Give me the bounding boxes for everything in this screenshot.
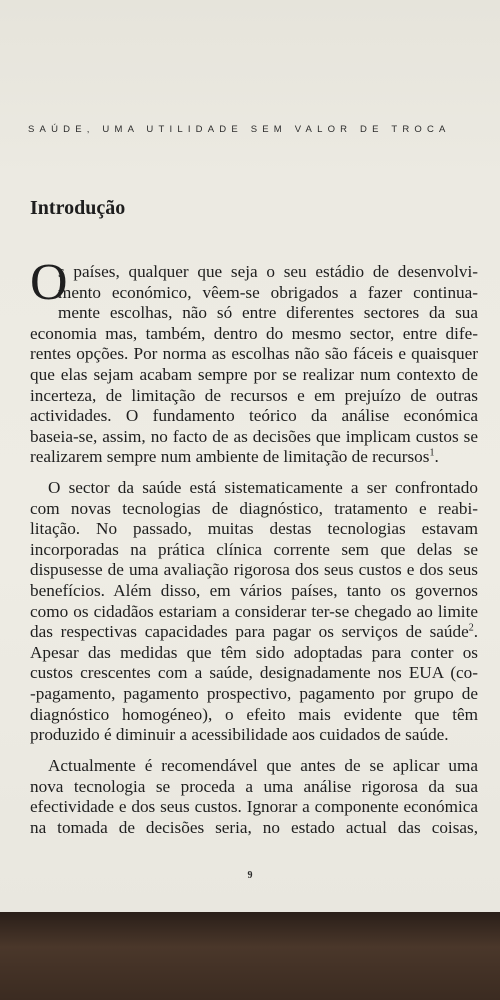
text-line: como os cidadãos estariam a considerar ter-se chegado ao limite (30, 601, 478, 621)
text-line: benefícios. Além disso, em vários países, tanto os governos (30, 580, 478, 600)
drop-cap: O (30, 254, 68, 311)
table-background (0, 912, 500, 1000)
text-line: que elas sejam acabam sempre por se realizar num contexto de (30, 364, 478, 384)
text-line: produzido é diminuir a acessibilidade aos cuidados de saúde. (30, 725, 449, 745)
text-line: rentes opções. Por norma as escolhas não são fáceis e quaisquer (30, 344, 478, 364)
text-line: das respectivas capacidades para pagar os serviços de saúde$^2$. (30, 622, 478, 642)
text-line: economia mas, também, dentro do mesmo sector, entre dife- (30, 323, 478, 343)
running-head: SAÚDE, UMA UTILIDADE SEM VALOR DE TROCA (28, 124, 451, 135)
text-line: O sector da saúde está sistematicamente a ser confrontado (48, 478, 478, 497)
text-line: s países, qualquer que seja o seu estádio de desenvolvi- (58, 262, 478, 281)
text-line: Apesar das medidas que têm sido adoptadas para conter os (30, 642, 478, 662)
paragraph-3 (30, 756, 478, 838)
text-line: incerteza, de limitação de recursos e em prejuízo de outras (30, 385, 478, 405)
text-line: realizarem sempre num ambiente de limitação de recursos$^1$. (30, 447, 439, 467)
text-line: dispusesse de uma avaliação rigorosa dos seus custos e dos seus (30, 560, 478, 580)
paragraph-1 (30, 254, 478, 468)
text-line: com novas tecnologias de diagnóstico, tratamento e reabi- (30, 498, 478, 518)
text-line: diagnóstico homogéneo), o efeito mais evidente que têm (30, 704, 478, 724)
text-line: custos crescentes com a saúde, designadamente nos EUA (co- (30, 663, 478, 683)
text-line: mento económico, vêem-se obrigados a fazer continua- (58, 282, 478, 302)
text-line: na tomada de decisões seria, no estado actual das coisas, (30, 817, 478, 837)
footnote-ref: 2 (468, 622, 474, 634)
text-line: -pagamento, pagamento prospectivo, pagamento por grupo de (30, 683, 478, 703)
text-line: actividades. O fundamento teórico da análise económica (30, 406, 478, 426)
text-line: efectividade e dos seus custos. Ignorar a componente económica (30, 797, 478, 817)
paragraph-2 (30, 478, 478, 746)
chapter-title: Introdução (30, 197, 126, 219)
text-line: Actualmente é recomendável que antes de se aplicar uma (48, 756, 478, 775)
text-line: baseia-se, assim, no facto de as decisões que implicam custos se (30, 426, 478, 446)
page-number: 9 (247, 870, 253, 881)
footnote-ref: 1 (429, 447, 435, 459)
text-line: mente escolhas, não só entre diferentes sectores da sua (58, 303, 478, 323)
text-line: nova tecnologia se proceda a uma análise rigorosa da sua (30, 776, 478, 796)
text-line: incorporadas na prática clínica corrente sem que delas se (30, 539, 478, 559)
text-line: litação. No passado, muitas destas tecnologias estavam (30, 519, 478, 539)
